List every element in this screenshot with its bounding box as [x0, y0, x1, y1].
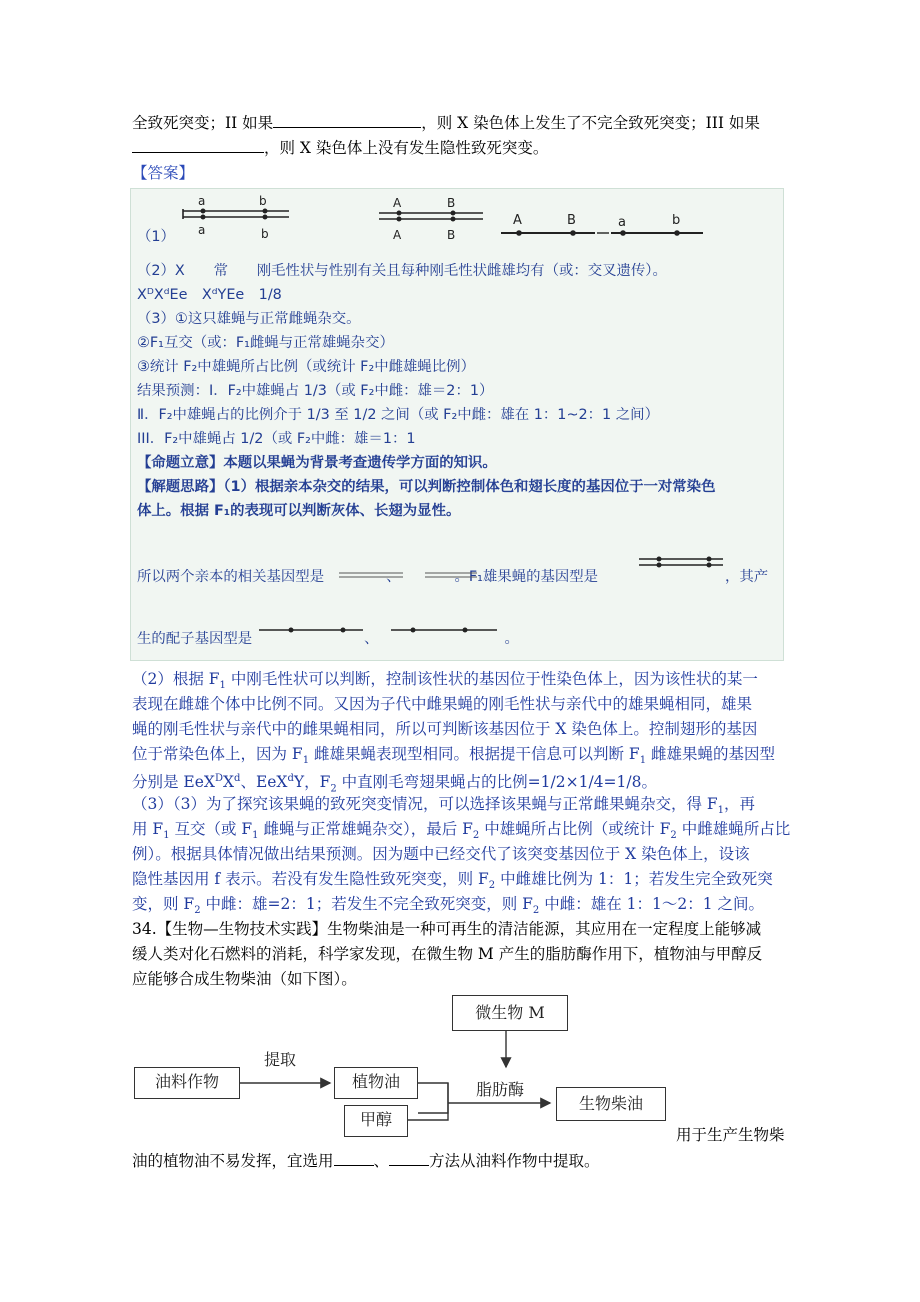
- gene-letter: B: [567, 213, 576, 228]
- biodiesel-flowchart: [130, 987, 670, 1142]
- gene-letter: B: [447, 196, 456, 210]
- explain3-line-4: 隐性基因用 f 表示。若没有发生隐性致死突变，则 $F_2$ 中雌雄比例为 1：1；若发生完全致死突: [132, 870, 773, 892]
- methanol-box: 甲醇: [344, 1105, 408, 1137]
- tail-line-1: 用于生产生物柴: [676, 1126, 785, 1144]
- gene-letter: a: [618, 215, 626, 230]
- answer-blank[interactable]: [334, 1150, 374, 1166]
- answer-image: a b a b A B A B A B a b （1） （2）X 常 刚毛性状与性别有关且每种刚毛性状雌雄均有（或：交叉遗传）。 XᴰXᵈEe XᵈYEe 1/8 （3）①这只雄蝇与正常雌蝇杂交。 ②F₁互交（或：F₁雌蝇与正常雄蝇杂交） ③统计 F₂中雄蝇所占比例（或统计 F₂中雌雄蝇比例） 结果预测：Ⅰ．F₂中雄蝇占 1/3（或 F₂中雌：雄＝2：1） Ⅱ．F₂中雄蝇占的比例介于 1/3 至 1/2 之间（或 F₂中雌：雄在 1：1~2：1 之间） III．F₂中雄蝇占 1/2（或 F₂中雌：雄＝1：1 【命题立意】本题以果蝇为背景考查遗传学方面的知识。 【解题思路】（1）根据亲本杂交的结果，可以判断控制体色和翅长度的基因位于一对常染色 体上。根据 F₁的表现可以判断灰体、长翅为显性。 所以两个亲本的相关基因型是 、 。F₁雄果蝇的基因型是 ，其产 生的配子基因型是 、 。: [130, 188, 784, 661]
- answer-blank[interactable]: [273, 112, 421, 128]
- chromosome-diagrams: [131, 189, 783, 249]
- explain2-line-1: （2）根据 $F_1$ 中刚毛性状可以判断，控制该性状的基因位于性染色体上，因为该性状的某一: [132, 670, 758, 692]
- gene-letter: A: [393, 228, 402, 242]
- gene-letter: a: [198, 194, 206, 208]
- explain2-line-5: 分别是 $EeX^DX^d$、EeX$^d$Y，$F_2$ 中直刚毛弯翅果蝇占的比例=1/2×1/4=1/8。: [132, 773, 657, 795]
- gene-letter: a: [198, 223, 206, 237]
- explain3-line-1: （3）（3）为了探究该果蝇的致死突变情况，可以选择该果蝇与正常雌果蝇杂交，得 $F_1$，再: [132, 795, 756, 817]
- explain2-line-4: 位于常染色体上，因为 $F_1$ 雌雄果蝇表现型相同。根据提干信息可以判断 $F_1$ 雌雄果蝇的基因型: [132, 745, 775, 767]
- gene-letter: b: [261, 227, 269, 241]
- question-34-line-3: 应能够合成生物柴油（如下图）。: [132, 970, 357, 988]
- part-1-label: （1）: [137, 229, 175, 245]
- microbe-m-box: 微生物 M: [452, 995, 568, 1031]
- answer-label: 【答案】: [132, 164, 195, 182]
- gene-letter: A: [513, 213, 522, 228]
- intro-line-1: 全致死突变；II 如果 ，则 X 染色体上发生了不完全致死突变；III 如果: [132, 114, 760, 132]
- answer-blank[interactable]: [389, 1150, 429, 1166]
- biodiesel-box: 生物柴油: [556, 1087, 666, 1121]
- explain3-line-3: 例）。根据具体情况做出结果预测。因为题中已经交代了该突变基因位于 X 染色体上，设该: [132, 845, 750, 863]
- gene-letter: b: [672, 213, 681, 228]
- answer-blank[interactable]: [132, 137, 264, 153]
- intro-line-2: ，则 X 染色体上没有发生隐性致死突变。: [132, 137, 548, 159]
- extract-label: 提取: [264, 1050, 297, 1069]
- oil-crop-box: 油料作物: [134, 1067, 240, 1099]
- gene-letter: A: [393, 196, 402, 210]
- tail-line-2: 油的植物油不易发挥，宜选用 、 方法从油料作物中提取。: [132, 1152, 600, 1170]
- vegetable-oil-box: 植物油: [334, 1067, 418, 1099]
- gene-letter: b: [259, 194, 267, 208]
- explain2-line-3: 蝇的刚毛性状与亲代中的雌果蝇相同，所以可判断该基因位于 X 染色体上。控制翅形的基因: [132, 720, 758, 738]
- explain3-line-5: 变，则 $F_2$ 中雌：雄=2：1；若发生不完全致死突变，则 $F_2$ 中雌：雄在 1：1～2：1 之间。: [132, 895, 764, 917]
- question-34-line-2: 缓人类对化石燃料的消耗，科学家发现，在微生物 M 产生的脂肪酶作用下，植物油与甲醇反: [132, 945, 763, 963]
- lipase-label: 脂肪酶: [476, 1080, 525, 1099]
- question-34-line-1: 34.【生物—生物技术实践】生物柴油是一种可再生的清洁能源，其应用在一定程度上能够减: [132, 920, 762, 938]
- explain3-line-2: 用 $F_1$ 互交（或 $F_1$ 雌蝇与正常雄蝇杂交），最后 $F_2$ 中雄蝇所占比例（或统计 $F_2$ 中雌雄蝇所占比: [132, 820, 791, 842]
- explain2-line-2: 表现在雌雄个体中比例不同。又因为子代中雌果蝇的刚毛性状与亲代中的雄果蝇相同，雄果: [132, 695, 753, 713]
- gene-letter: B: [447, 228, 456, 242]
